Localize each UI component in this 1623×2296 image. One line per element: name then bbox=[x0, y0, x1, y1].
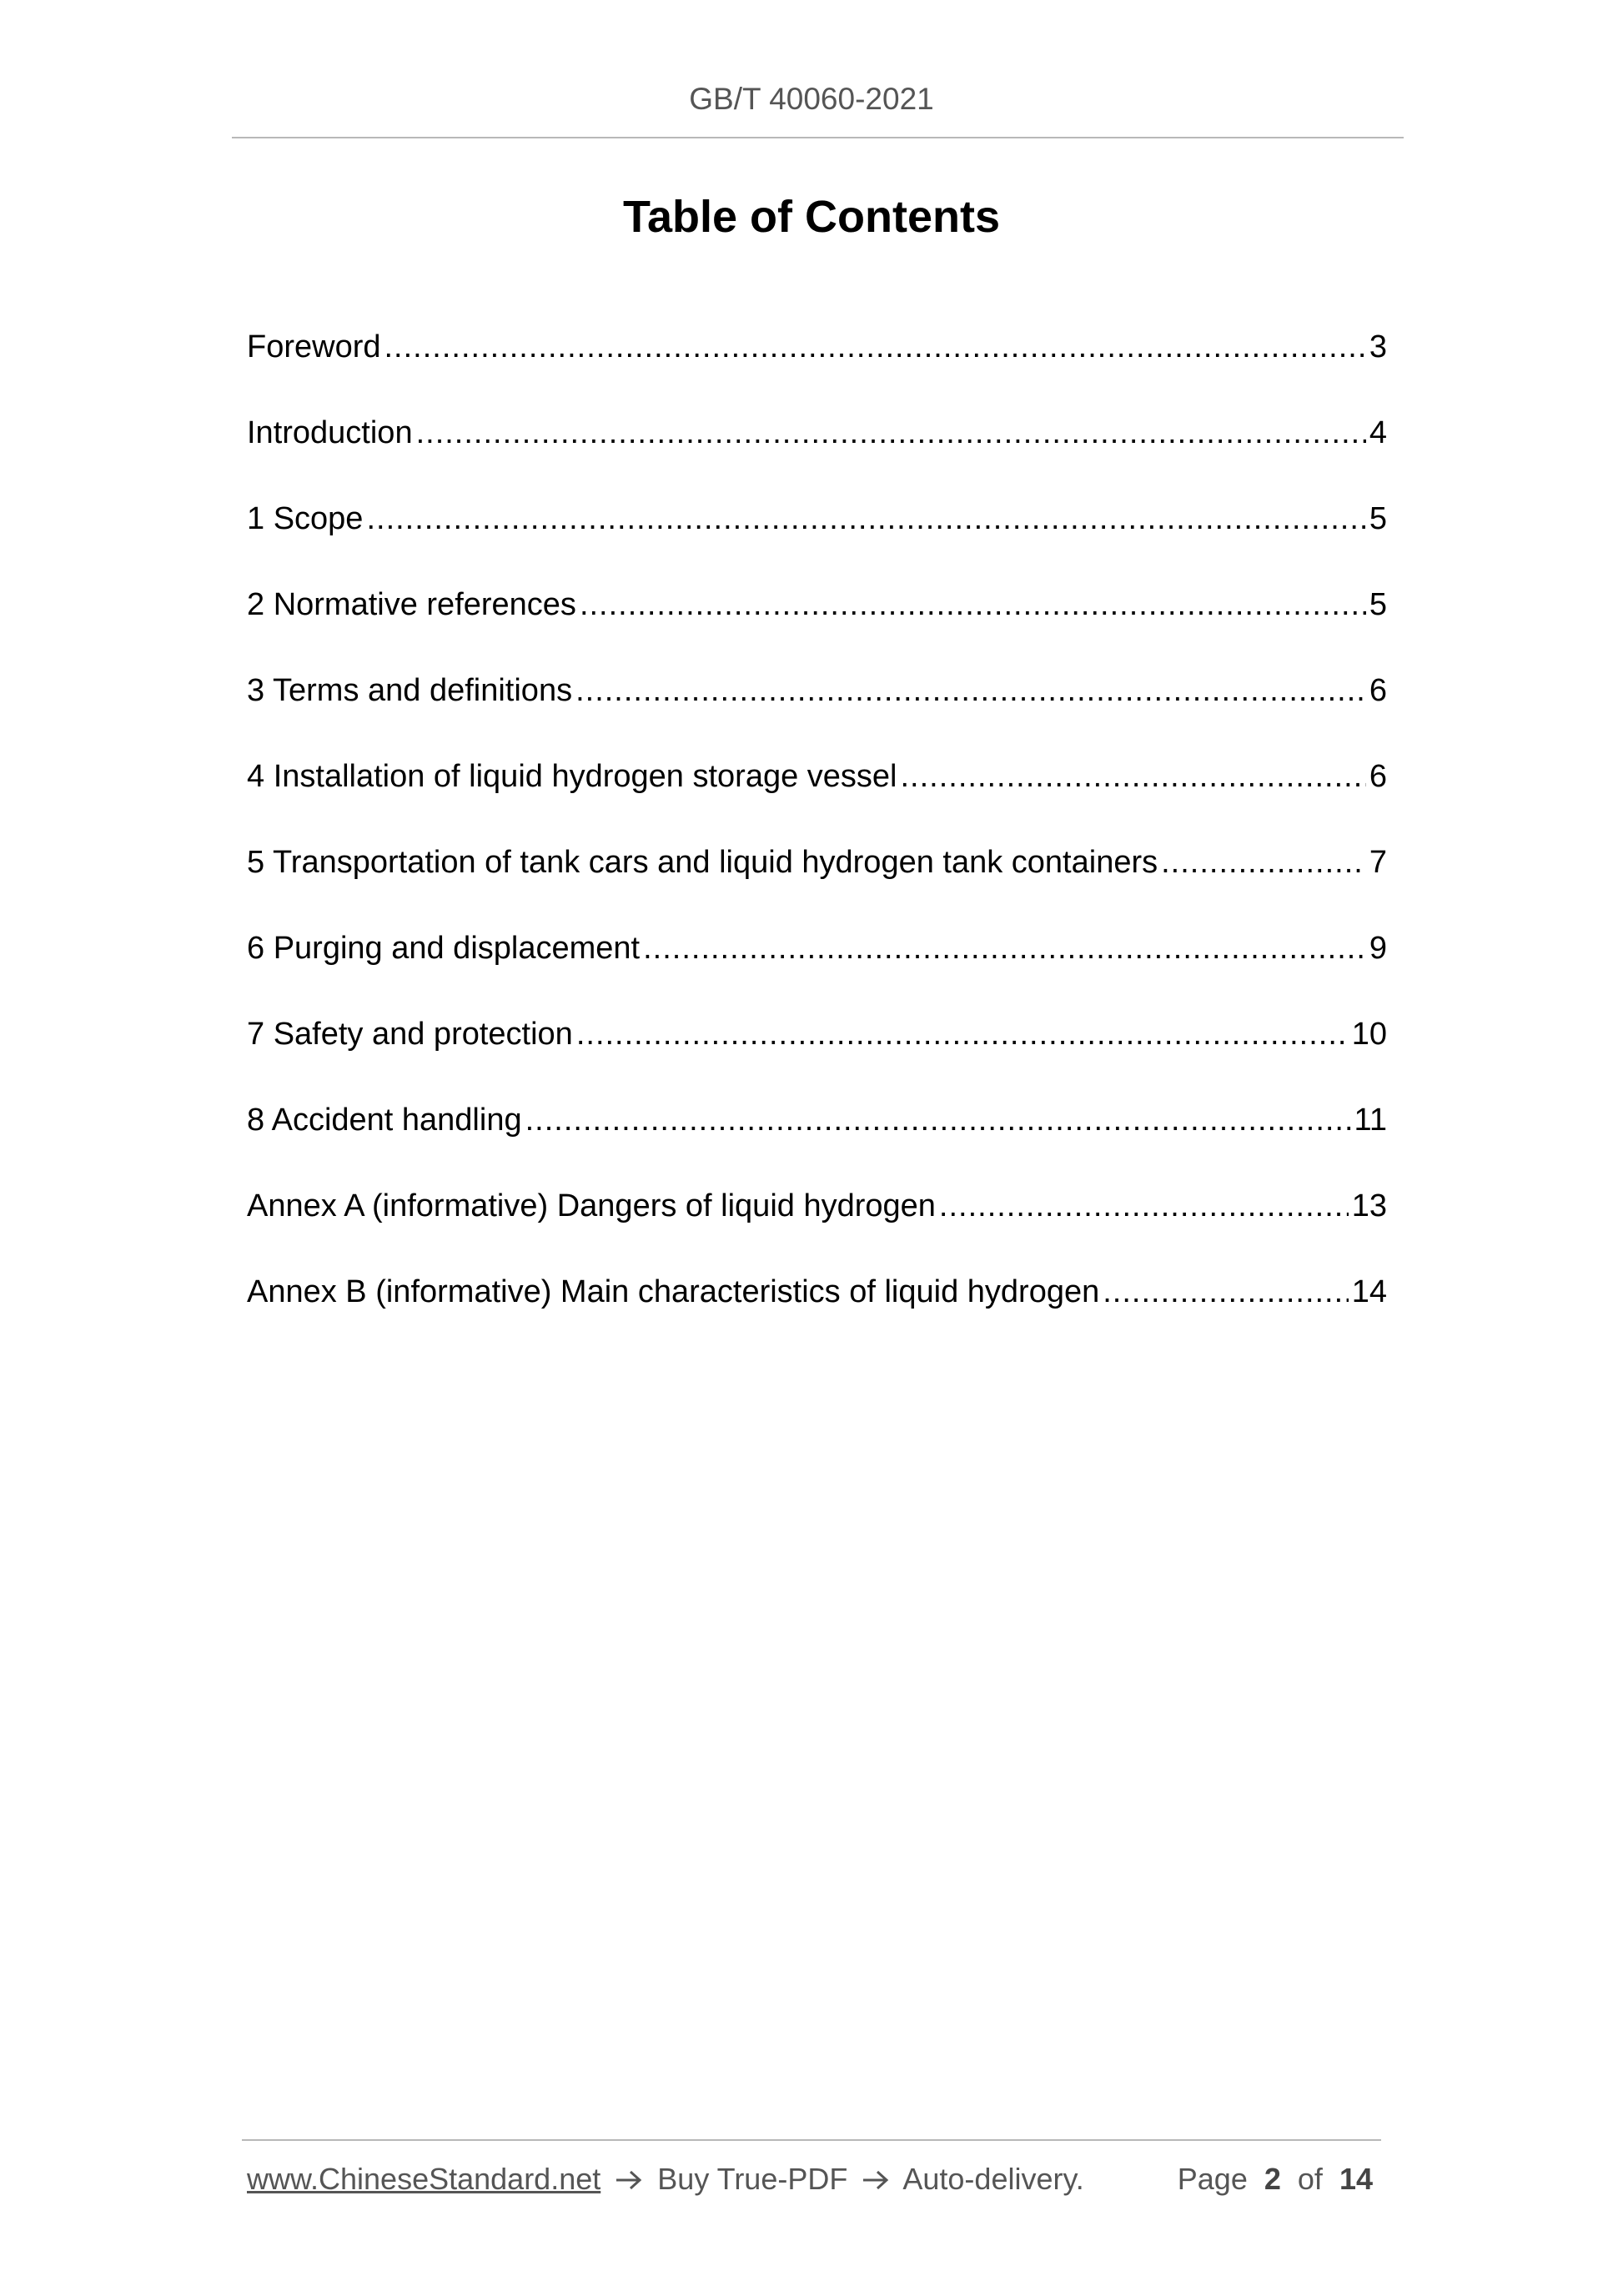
arrow-right-icon bbox=[614, 2168, 644, 2192]
toc-entry-transportation[interactable] bbox=[247, 839, 1387, 925]
dot-leader bbox=[525, 1097, 1351, 1143]
toc-entry-label: Foreword bbox=[247, 329, 381, 364]
document-code-header: GB/T 40060-2021 bbox=[689, 82, 934, 116]
toc-entry-safety[interactable] bbox=[247, 1011, 1387, 1097]
of-word: of bbox=[1297, 2162, 1323, 2196]
toc-entry-accident-handling[interactable] bbox=[247, 1097, 1387, 1183]
toc-entry-page: 5 bbox=[1369, 501, 1387, 536]
dot-leader bbox=[1161, 839, 1366, 886]
dot-leader bbox=[900, 753, 1365, 800]
dot-leader bbox=[580, 581, 1366, 628]
arrow-right-icon bbox=[861, 2168, 891, 2192]
auto-delivery-text: Auto-delivery. bbox=[902, 2162, 1084, 2196]
dot-leader bbox=[366, 495, 1365, 542]
toc-entry-page: 13 bbox=[1351, 1188, 1387, 1223]
page-footer bbox=[247, 2158, 1381, 2200]
toc-entry-introduction[interactable] bbox=[247, 409, 1387, 495]
footer-divider bbox=[242, 2139, 1381, 2141]
toc-entry-label: 8 Accident handling bbox=[247, 1103, 522, 1138]
toc-entry-terms-and-definitions[interactable] bbox=[247, 667, 1387, 753]
toc-entry-page: 5 bbox=[1369, 587, 1387, 622]
toc-entry-normative-references[interactable] bbox=[247, 581, 1387, 667]
toc-entry-page: 6 bbox=[1369, 759, 1387, 794]
toc-entry-label: Annex A (informative) Dangers of liquid hydrogen bbox=[247, 1188, 936, 1223]
toc-entry-label: 3 Terms and definitions bbox=[247, 673, 573, 708]
toc-entry-scope[interactable] bbox=[247, 495, 1387, 581]
dot-leader bbox=[576, 1011, 1349, 1058]
toc-entry-label: 2 Normative references bbox=[247, 587, 576, 622]
dot-leader bbox=[416, 409, 1366, 456]
footer-promo bbox=[247, 2158, 1084, 2200]
table-of-contents bbox=[247, 324, 1387, 1354]
page-indicator bbox=[1178, 2158, 1373, 2200]
toc-entry-page: 7 bbox=[1369, 845, 1387, 880]
toc-entry-foreword[interactable] bbox=[247, 324, 1387, 409]
dot-leader bbox=[939, 1183, 1349, 1229]
toc-entry-label: 1 Scope bbox=[247, 501, 364, 536]
current-page-number: 2 bbox=[1264, 2162, 1281, 2196]
toc-entry-page: 10 bbox=[1351, 1017, 1387, 1052]
toc-entry-purging[interactable] bbox=[247, 925, 1387, 1011]
toc-entry-page: 14 bbox=[1351, 1274, 1387, 1309]
total-pages-number: 14 bbox=[1339, 2162, 1373, 2196]
toc-entry-label: Annex B (informative) Main characteristics of liquid hydrogen bbox=[247, 1274, 1100, 1309]
toc-entry-page: 9 bbox=[1369, 931, 1387, 966]
toc-entry-label: Introduction bbox=[247, 415, 413, 450]
toc-entry-page: 6 bbox=[1369, 673, 1387, 708]
buy-true-pdf-text: Buy True-PDF bbox=[657, 2162, 848, 2196]
toc-entry-label: 4 Installation of liquid hydrogen storage vessel bbox=[247, 759, 897, 794]
toc-entry-annex-a[interactable] bbox=[247, 1183, 1387, 1269]
page-title: Table of Contents bbox=[623, 192, 1000, 242]
toc-entry-label: 7 Safety and protection bbox=[247, 1017, 573, 1052]
dot-leader bbox=[575, 667, 1366, 714]
dot-leader bbox=[643, 925, 1366, 972]
toc-entry-page: 3 bbox=[1369, 329, 1387, 364]
page-word: Page bbox=[1177, 2162, 1248, 2196]
toc-entry-label: 5 Transportation of tank cars and liquid hydrogen tank containers bbox=[247, 845, 1158, 880]
toc-entry-label: 6 Purging and displacement bbox=[247, 931, 641, 966]
header-divider bbox=[232, 137, 1404, 138]
website-link[interactable]: www.ChineseStandard.net bbox=[247, 2162, 601, 2196]
dot-leader bbox=[384, 324, 1366, 370]
toc-entry-annex-b[interactable] bbox=[247, 1269, 1387, 1354]
toc-entry-installation[interactable] bbox=[247, 753, 1387, 839]
dot-leader bbox=[1103, 1269, 1348, 1315]
toc-entry-page: 4 bbox=[1369, 415, 1387, 450]
toc-entry-page: 11 bbox=[1354, 1103, 1387, 1138]
